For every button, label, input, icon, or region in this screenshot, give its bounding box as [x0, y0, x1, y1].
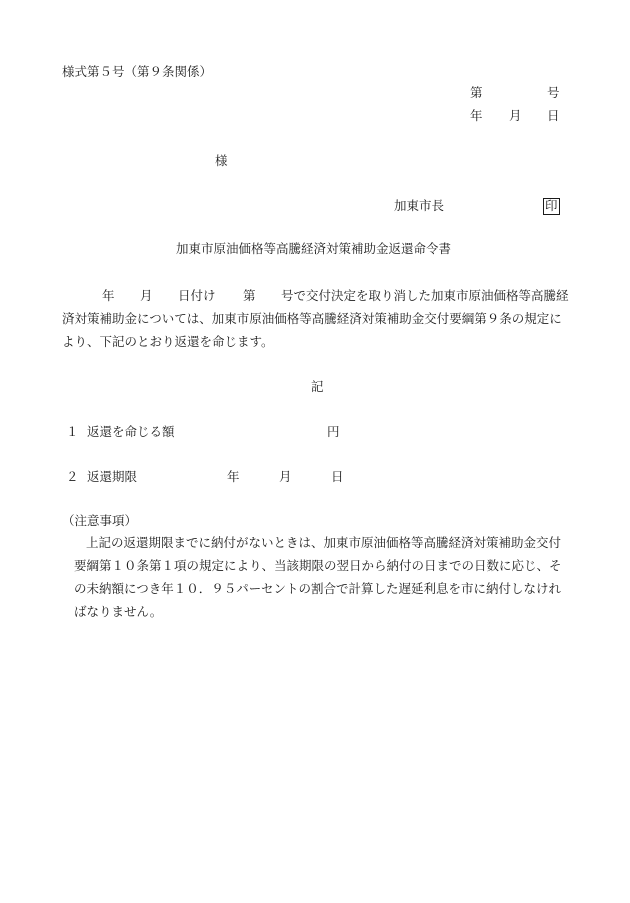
body-line1-rest: 号で交付決定を取り消した加東市原油価格等高騰経 [281, 288, 569, 303]
body-num-dai: 第 [243, 288, 256, 303]
document-title: 加東市原油価格等高騰経済対策補助金返還命令書 [176, 241, 452, 256]
item-unit: 円 [327, 424, 340, 439]
notes-line: の未納額につき年１０．９５パーセントの割合で計算した遅延利息を市に納付しなけれ [74, 581, 562, 596]
notes-heading: （注意事項） [62, 513, 138, 528]
date-month: 月 [509, 108, 522, 123]
body-date-month: 月 [140, 288, 153, 303]
notes-line: 上記の返還期限までに納付がないときは、加東市原油価格等高騰経済対策補助金交付 [86, 535, 562, 550]
issuer-name: 加東市長 [394, 198, 445, 213]
doc-number-go: 号 [547, 85, 560, 100]
body-date-day: 日付け [178, 288, 216, 303]
seal-mark: 印 [545, 198, 558, 213]
body-date-year: 年 [102, 288, 115, 303]
body-line3: より、下記のとおり返還を命じます。 [62, 334, 274, 349]
date-year: 年 [470, 108, 483, 123]
item-label: 返還期限 [87, 469, 138, 484]
item-number: ２ [66, 469, 79, 484]
form-label: 様式第５号（第９条関係） [62, 64, 213, 79]
notes-line: ばなりません。 [74, 604, 163, 619]
body-line2: 済対策補助金については、加東市原油価格等高騰経済対策補助金交付要綱第９条の規定に [62, 311, 562, 326]
doc-number-dai: 第 [470, 85, 483, 100]
notes-line: 要綱第１０条第１項の規定により、当該期限の翌日から納付の日までの日数に応じ、そ [74, 558, 562, 573]
deadline-month: 月 [279, 469, 292, 484]
deadline-year: 年 [227, 469, 240, 484]
date-day: 日 [547, 108, 560, 123]
item-label: 返還を命じる額 [87, 424, 175, 439]
deadline-day: 日 [331, 469, 344, 484]
addressee-suffix: 様 [215, 153, 228, 168]
ki-heading: 記 [311, 379, 324, 394]
item-number: １ [66, 424, 79, 439]
